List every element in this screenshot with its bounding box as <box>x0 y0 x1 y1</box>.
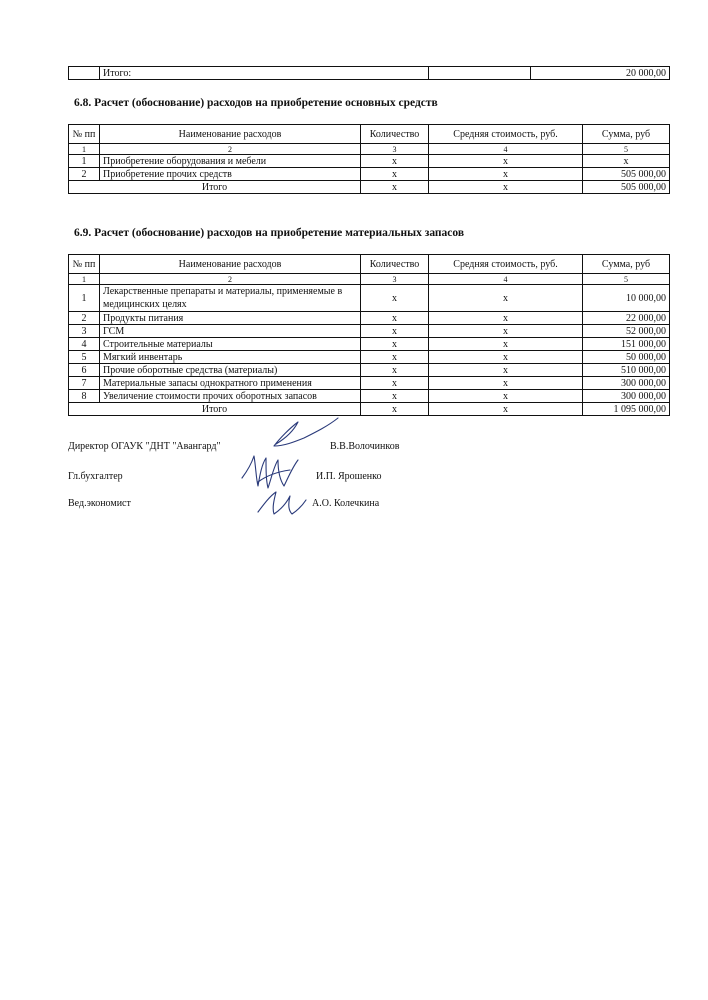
economist-title: Вед.экономист <box>68 498 131 509</box>
row-name: Материальные запасы однократного применения <box>100 377 361 390</box>
row-sum: 510 000,00 <box>583 364 670 377</box>
row-avg: х <box>429 377 583 390</box>
row-qty: х <box>361 312 429 325</box>
column-number-row <box>69 144 670 155</box>
table-row <box>69 285 670 312</box>
accountant-title: Гл.бухгалтер <box>68 471 123 482</box>
row-qty: х <box>361 155 429 168</box>
total-avg: х <box>429 403 583 416</box>
header-cell: Средняя стоимость, руб. <box>429 255 583 274</box>
column-number: 4 <box>429 144 583 155</box>
section-68-title: 6.8. Расчет (обоснование) расходов на приобретение основных средств <box>74 97 438 109</box>
row-sum: 10 000,00 <box>583 285 670 312</box>
total-label: Итого: <box>100 67 429 80</box>
row-number: 4 <box>69 338 100 351</box>
header-cell: № пп <box>69 255 100 274</box>
table-row <box>69 351 670 364</box>
section-69-title: 6.9. Расчет (обоснование) расходов на приобретение материальных запасов <box>74 227 465 239</box>
row-avg: х <box>429 390 583 403</box>
economist-signature-stroke <box>258 492 306 514</box>
row-name: Продукты питания <box>100 312 361 325</box>
header-cell: Количество <box>361 255 429 274</box>
row-sum: 151 000,00 <box>583 338 670 351</box>
row-number: 2 <box>69 312 100 325</box>
empty-cell <box>69 67 100 80</box>
handwritten-signatures <box>228 416 348 521</box>
total-qty: х <box>361 181 429 194</box>
column-number: 3 <box>361 144 429 155</box>
table-row <box>69 377 670 390</box>
row-avg: х <box>429 351 583 364</box>
row-avg: х <box>429 285 583 312</box>
top-total-table <box>68 66 670 80</box>
table-row <box>69 312 670 325</box>
column-number: 3 <box>361 274 429 285</box>
row-avg: х <box>429 364 583 377</box>
total-sum: 505 000,00 <box>583 181 670 194</box>
row-qty: х <box>361 364 429 377</box>
row-qty: х <box>361 285 429 312</box>
row-sum: 505 000,00 <box>583 168 670 181</box>
table-row <box>69 364 670 377</box>
row-sum: 300 000,00 <box>583 390 670 403</box>
total-name: Итого <box>69 181 361 194</box>
table-header-row <box>69 255 670 274</box>
header-cell: Средняя стоимость, руб. <box>429 125 583 144</box>
total-qty: х <box>361 403 429 416</box>
row-qty: х <box>361 377 429 390</box>
column-number: 5 <box>583 144 670 155</box>
row-sum: 300 000,00 <box>583 377 670 390</box>
row-qty: х <box>361 325 429 338</box>
row-avg: х <box>429 168 583 181</box>
header-cell: Сумма, руб <box>583 125 670 144</box>
table-row <box>69 325 670 338</box>
accountant-signature-stroke <box>242 456 298 488</box>
row-name: Строительные материалы <box>100 338 361 351</box>
row-name: ГСМ <box>100 325 361 338</box>
row-name: Приобретение оборудования и мебели <box>100 155 361 168</box>
column-number: 4 <box>429 274 583 285</box>
row-sum: 52 000,00 <box>583 325 670 338</box>
row-avg: х <box>429 155 583 168</box>
row-name: Лекарственные препараты и материалы, применяемые в медицинских целях <box>100 285 361 312</box>
accountant-name: И.П. Ярошенко <box>316 471 382 482</box>
table-row <box>69 155 670 168</box>
header-cell: Наименование расходов <box>100 255 361 274</box>
header-cell: Наименование расходов <box>100 125 361 144</box>
table-row <box>69 168 670 181</box>
row-sum: 50 000,00 <box>583 351 670 364</box>
total-sum: 1 095 000,00 <box>583 403 670 416</box>
row-name: Прочие оборотные средства (материалы) <box>100 364 361 377</box>
table-row <box>69 390 670 403</box>
column-number-row <box>69 274 670 285</box>
column-number: 2 <box>100 274 361 285</box>
row-number: 6 <box>69 364 100 377</box>
director-title: Директор ОГАУК "ДНТ "Авангард" <box>68 441 221 452</box>
row-name: Мягкий инвентарь <box>100 351 361 364</box>
row-name: Приобретение прочих средств <box>100 168 361 181</box>
row-avg: х <box>429 312 583 325</box>
table-row <box>69 338 670 351</box>
row-sum: х <box>583 155 670 168</box>
row-avg: х <box>429 338 583 351</box>
header-cell: № пп <box>69 125 100 144</box>
row-number: 1 <box>69 285 100 312</box>
row-qty: х <box>361 390 429 403</box>
table-total-row <box>69 181 670 194</box>
row-number: 8 <box>69 390 100 403</box>
header-cell: Количество <box>361 125 429 144</box>
section-69-table <box>68 254 670 416</box>
row-number: 5 <box>69 351 100 364</box>
column-number: 1 <box>69 274 100 285</box>
row-number: 2 <box>69 168 100 181</box>
total-name: Итого <box>69 403 361 416</box>
total-avg: х <box>429 181 583 194</box>
column-number: 1 <box>69 144 100 155</box>
row-qty: х <box>361 168 429 181</box>
row-qty: х <box>361 338 429 351</box>
row-qty: х <box>361 351 429 364</box>
table-total-row <box>69 403 670 416</box>
column-number: 5 <box>583 274 670 285</box>
director-name: В.В.Волочинков <box>330 441 400 452</box>
total-sum: 20 000,00 <box>531 67 670 80</box>
table-header-row <box>69 125 670 144</box>
economist-name: А.О. Колечкина <box>312 498 380 509</box>
director-signature-stroke <box>274 418 338 446</box>
row-number: 7 <box>69 377 100 390</box>
row-avg: х <box>429 325 583 338</box>
row-sum: 22 000,00 <box>583 312 670 325</box>
section-68-table <box>68 124 670 194</box>
row-number: 1 <box>69 155 100 168</box>
column-number: 2 <box>100 144 361 155</box>
header-cell: Сумма, руб <box>583 255 670 274</box>
row-number: 3 <box>69 325 100 338</box>
empty-cell <box>429 67 531 80</box>
row-name: Увеличение стоимости прочих оборотных запасов <box>100 390 361 403</box>
